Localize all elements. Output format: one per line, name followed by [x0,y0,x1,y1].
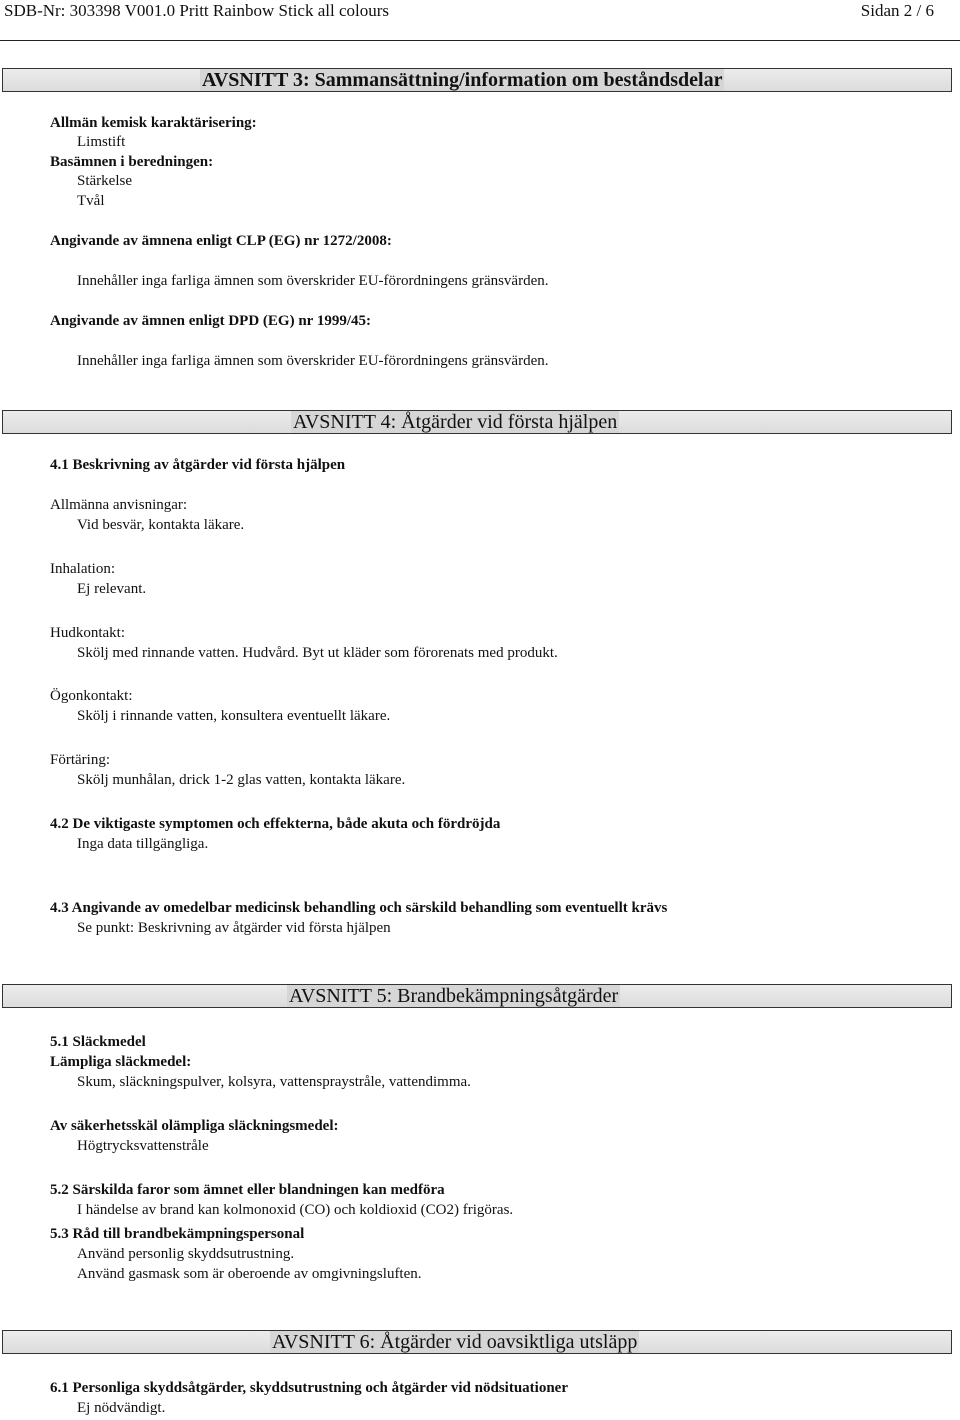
unsuitable-media-label: Av säkerhetsskäl olämpliga släckningsmedel: [50,1118,339,1134]
clp-value: Innehåller inga farliga ämnen som överskrider EU-förordningens gränsvärden. [77,273,549,289]
subsection-6-1-heading: 6.1 Personliga skyddsåtgärder, skyddsutrustning och åtgärder vid nödsituationer [50,1380,568,1396]
base-substance-item: Tvål [77,193,105,209]
base-substance-item: Stärkelse [77,173,132,189]
subsection-4-2-value: Inga data tillgängliga. [77,836,209,852]
suitable-media-label: Lämpliga släckmedel: [50,1054,192,1070]
eye-contact-value: Skölj i rinnande vatten, konsultera eventuellt läkare. [77,708,391,724]
subsection-6-1-value: Ej nödvändigt. [77,1400,166,1416]
subsection-4-2-heading: 4.2 De viktigaste symptomen och effekterna, både akuta och fördröjda [50,816,501,832]
subsection-4-3-heading: 4.3 Angivande av omedelbar medicinsk behandling och särskild behandling som eventuellt krävs [50,900,668,916]
section-5-title: AVSNITT 5: Brandbekämpningsåtgärder [289,985,619,1007]
subsection-4-3-value: Se punkt: Beskrivning av åtgärder vid första hjälpen [77,920,391,936]
subsection-5-3-value: Använd personlig skyddsutrustning. [77,1246,295,1262]
base-substances-label: Basämnen i beredningen: [50,154,214,170]
ingestion-label: Förtäring: [50,752,110,768]
subsection-5-3-heading: 5.3 Råd till brandbekämpningspersonal [50,1226,305,1242]
skin-contact-value: Skölj med rinnande vatten. Hudvård. Byt ut kläder som förorenats med produkt. [77,645,558,661]
eye-contact-label: Ögonkontakt: [50,688,133,704]
section-6-title: AVSNITT 6: Åtgärder vid oavsiktliga utsläpp [272,1331,638,1353]
unsuitable-media-value: Högtrycksvattenstråle [77,1138,209,1154]
ingestion-value: Skölj munhålan, drick 1-2 glas vatten, kontakta läkare. [77,772,406,788]
skin-contact-label: Hudkontakt: [50,625,125,641]
subsection-5-2-heading: 5.2 Särskilda faror som ämnet eller blandningen kan medföra [50,1182,445,1198]
clp-label: Angivande av ämnena enligt CLP (EG) nr 1272/2008: [50,233,392,249]
document-header-left: SDB-Nr: 303398 V001.0 Pritt Rainbow Stick all colours [4,1,390,20]
general-advice-label: Allmänna anvisningar: [50,497,188,513]
subsection-5-2-value: I händelse av brand kan kolmonoxid (CO) och koldioxid (CO2) frigöras. [77,1202,514,1218]
inhalation-label: Inhalation: [50,561,115,577]
subsection-4-1-heading: 4.1 Beskrivning av åtgärder vid första hjälpen [50,457,346,473]
dpd-value: Innehåller inga farliga ämnen som överskrider EU-förordningens gränsvärden. [77,353,549,369]
general-advice-value: Vid besvär, kontakta läkare. [77,517,245,533]
suitable-media-value: Skum, släckningspulver, kolsyra, vattenspraystråle, vattendimma. [77,1074,471,1090]
section-4-title: AVSNITT 4: Åtgärder vid första hjälpen [293,411,618,433]
section-3-title: AVSNITT 3: Sammansättning/information om beståndsdelar [202,69,723,91]
general-characterisation-label: Allmän kemisk karaktärisering: [50,115,257,131]
page-number: Sidan 2 / 6 [860,1,934,20]
subsection-5-1-heading: 5.1 Släckmedel [50,1034,146,1050]
general-characterisation-value: Limstift [77,134,126,150]
header-divider [0,40,960,41]
inhalation-value: Ej relevant. [77,581,147,597]
dpd-label: Angivande av ämnen enligt DPD (EG) nr 1999/45: [50,313,371,329]
subsection-5-3-value: Använd gasmask som är oberoende av omgivningsluften. [77,1266,422,1282]
